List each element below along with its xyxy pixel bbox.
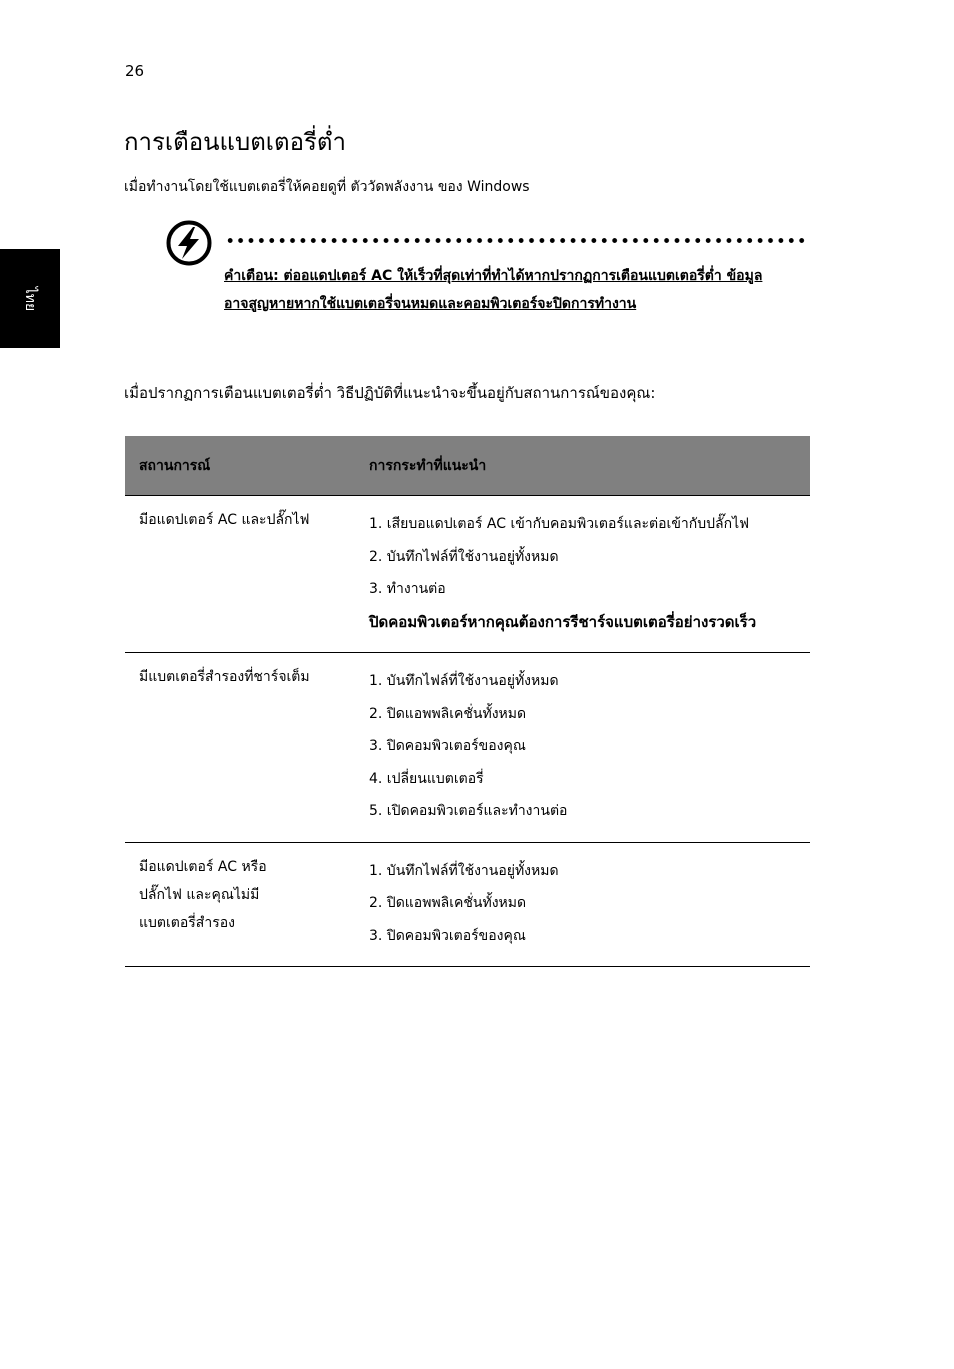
page-title: การเตือนแบตเตอรี่ต่ำ <box>124 128 346 156</box>
header-action: การกระทำที่แนะนำ <box>353 436 810 496</box>
header-situation: สถานการณ์ <box>125 436 353 496</box>
action-cell <box>353 842 810 967</box>
action-item: 2. บันทึกไฟล์ที่ใช้งานอยู่ทั้งหมด <box>369 548 559 565</box>
table-row <box>125 496 810 653</box>
situation-text: แบตเตอรี่สำรอง <box>139 914 235 931</box>
table-row <box>125 653 810 843</box>
language-tab-label: ไทย <box>21 286 38 311</box>
situation-cell <box>125 653 353 843</box>
situation-table <box>125 436 810 967</box>
action-item: 4. เปลี่ยนแบตเตอรี่ <box>369 770 484 787</box>
action-item: 3. ทำงานต่อ <box>369 581 446 597</box>
situation-cell <box>125 842 353 967</box>
table-row <box>125 842 810 967</box>
table-header-row <box>125 436 810 496</box>
situation-text: มีอแดปเตอร์ AC และปลั๊กไฟ <box>139 512 310 528</box>
action-cell <box>353 496 810 653</box>
lead-paragraph: เมื่อปรากฏการเตือนแบตเตอรี่ต่ำ วิธีปฏิบัติที่แนะนำจะขึ้นอยู่กับสถานการณ์ของคุณ: <box>124 384 656 402</box>
situation-cell <box>125 496 353 653</box>
action-item: 1. บันทึกไฟล์ที่ใช้งานอยู่ทั้งหมด <box>369 673 559 689</box>
lightning-warning-icon <box>166 220 212 266</box>
warning-text: คำเตือน: ต่ออแดปเตอร์ AC ให้เร็วที่สุดเท่าที่ทำได้หากปรากฏการเตือนแบตเตอรี่ต่ำ ข้อมูลอาจสูญหายหากใช้แบตเตอรี่จนหมดและคอมพิวเตอร์จะปิดการทำงาน <box>224 268 763 312</box>
intro-paragraph: เมื่อทำงานโดยใช้แบตเตอรี่ให้คอยดูที่ ตัววัดพลังงาน ของ Windows <box>124 179 530 195</box>
situation-text: มีแบตเตอรี่สำรองที่ชาร์จเต็ม <box>139 669 310 685</box>
action-item: 5. เปิดคอมพิวเตอร์และทำงานต่อ <box>369 803 568 819</box>
page-number: 26 <box>125 62 145 80</box>
situation-text: ปลั๊กไฟ และคุณไม่มี <box>139 886 260 903</box>
action-item: 2. ปิดแอพพลิเคชั่นทั้งหมด <box>369 895 527 911</box>
action-item: 1. เสียบอแดปเตอร์ AC เข้ากับคอมพิวเตอร์และต่อเข้ากับปลั๊กไฟ <box>369 516 750 532</box>
action-item: 3. ปิดคอมพิวเตอร์ของคุณ <box>369 927 526 944</box>
action-cell <box>353 653 810 843</box>
action-item: 1. บันทึกไฟล์ที่ใช้งานอยู่ทั้งหมด <box>369 862 559 879</box>
action-item: 3. ปิดคอมพิวเตอร์ของคุณ <box>369 738 526 754</box>
warning-dotted-rule <box>225 238 809 243</box>
situation-text: มีอแดปเตอร์ AC หรือ <box>139 858 267 875</box>
action-item: 2. ปิดแอพพลิเคชั่นทั้งหมด <box>369 705 527 722</box>
action-note: ปิดคอมพิวเตอร์หากคุณต้องการรีชาร์จแบตเตอรี่อย่างรวดเร็ว <box>369 612 757 631</box>
language-side-tab <box>0 249 60 348</box>
